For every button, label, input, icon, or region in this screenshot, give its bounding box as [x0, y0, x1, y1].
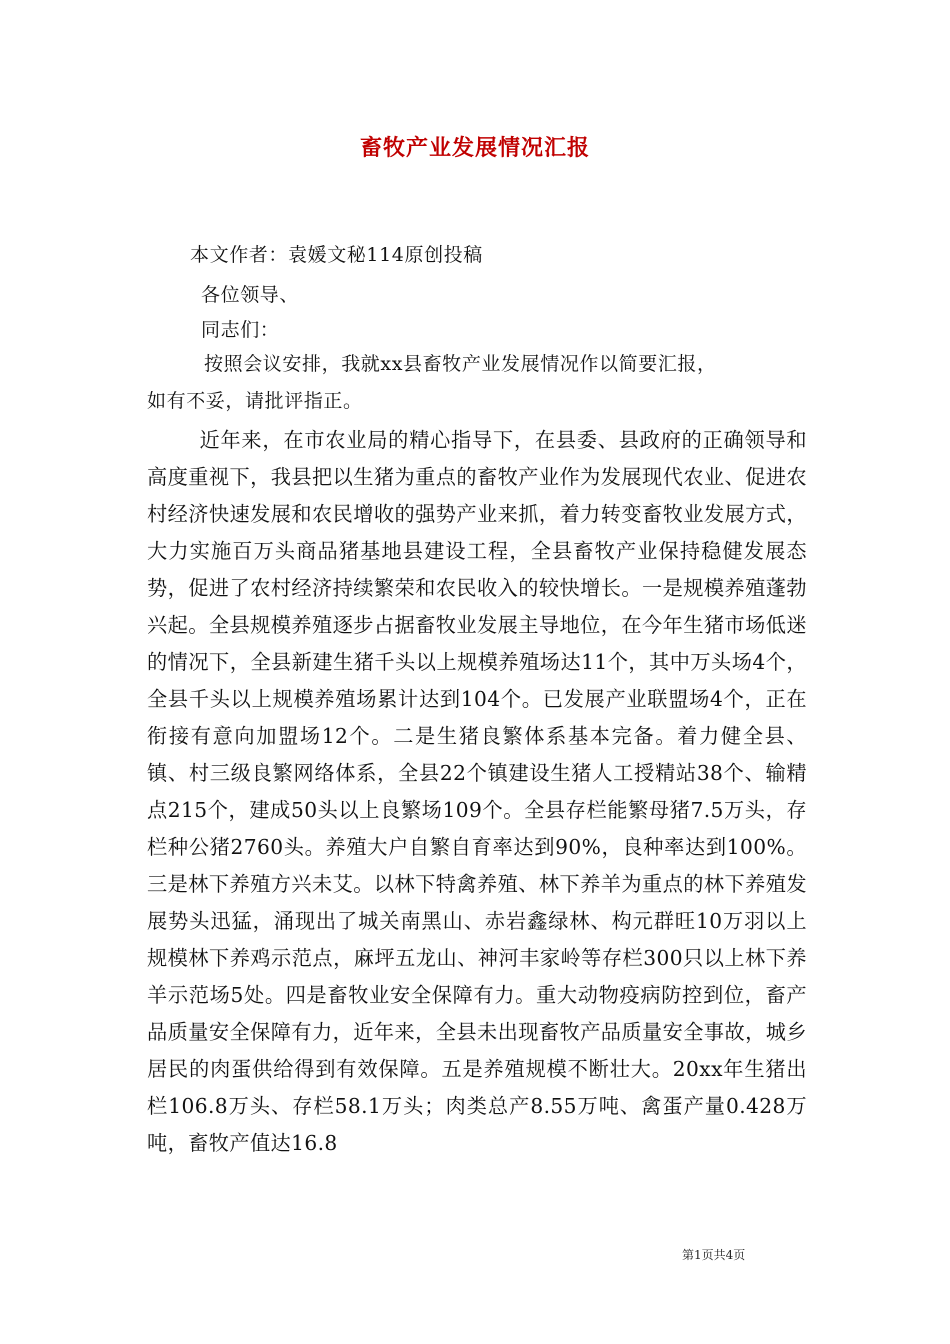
intro-line-2: 如有不妥，请批评指正。: [147, 390, 363, 412]
body-paragraph: 近年来，在市农业局的精心指导下，在县委、县政府的正确领导和高度重视下，我县把以生猪为重点的畜牧产业作为发展现代农业、促进农村经济快速发展和农民增收的强势产业来抓，着力转变畜牧业发展方式，大力实施百万头商品猪基地县建设工程，全县畜牧产业保持稳健发展态势，促进了农村经济持续繁荣和农民收入的较快增长。一是规模养殖蓬勃兴起。全县规模养殖逐步占据畜牧业发展主导地位，在今年生猪市场低迷的情况下，全县新建生猪千头以上规模养殖场达11个，其中万头场4个，全县千头以上规模养殖场累计达到104个。已发展产业联盟场4个，正在衔接有意向加盟场12个。二是生猪良繁体系基本完备。着力健全县、镇、村三级良繁网络体系，全县22个镇建设生猪人工授精站38个、输精点215个，建成50头以上良繁场109个。全县存栏能繁母猪7.5万头，存栏种公猪2760头。养殖大户自繁自育率达到90%，良种率达到100%。三是林下养殖方兴未艾。以林下特禽养殖、林下养羊为重点的林下养殖发展势头迅猛，涌现出了城关南黑山、赤岩鑫绿林、构元群旺10万羽以上规模林下养鸡示范点，麻坪五龙山、神河丰家岭等存栏300只以上林下养羊示范场5处。四是畜牧业安全保障有力。重大动物疫病防控到位，畜产品质量安全保障有力，近年来，全县未出现畜牧产品质量安全事故，城乡居民的肉蛋供给得到有效保障。五是养殖规模不断壮大。20xx年生猪出栏106.8万头、存栏58.1万头；肉类总产8.55万吨、禽蛋产量0.428万吨，畜牧产值达16.8: [147, 428, 807, 1155]
document-title: 畜牧产业发展情况汇报: [359, 135, 590, 161]
author-line: 本文作者：袁媛文秘114原创投稿: [190, 244, 483, 266]
intro-line-1: 按照会议安排，我就xx县畜牧产业发展情况作以简要汇报，: [204, 353, 717, 375]
salutation-leaders: 各位领导、: [201, 284, 300, 306]
page-footer: 第1页共4页: [682, 1248, 746, 1262]
salutation-comrades: 同志们：: [201, 319, 280, 341]
